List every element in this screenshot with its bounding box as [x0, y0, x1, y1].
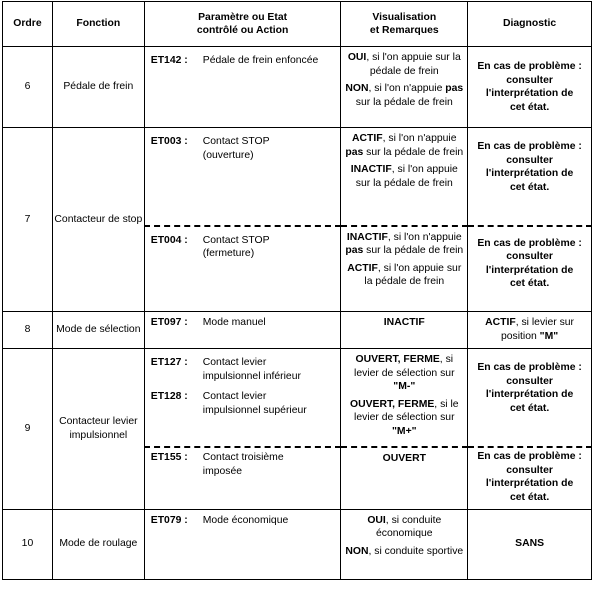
diagnostic-line: En cas de problème :: [477, 141, 582, 152]
visualisation-item: [344, 132, 464, 159]
state-value: INACTIF: [350, 164, 392, 175]
parameter-entry: [145, 47, 341, 72]
header-visu-line1: Visualisation: [372, 11, 437, 23]
visualisation-item: [344, 545, 464, 559]
visualisation-item: [344, 82, 464, 109]
diagnostic-text: [468, 312, 591, 347]
diagnostic-line: l'interprétation de: [485, 478, 574, 489]
state-emphasis: "M+": [392, 425, 417, 437]
table-row: [3, 509, 592, 579]
state-remark: , si l'on n'appuie: [387, 231, 462, 243]
state-remark: , si conduite sportive: [368, 545, 464, 557]
visualisation-item: [344, 262, 464, 289]
diagnostic-line: l'interprétation de: [485, 168, 574, 179]
diagnostic-line: En cas de problème :: [477, 61, 582, 72]
fonction-cell: Mode de roulage: [52, 509, 144, 579]
parameter-entry: [145, 312, 341, 334]
parameter-code: ET097 :: [150, 317, 188, 328]
diagnostic-cell: [468, 226, 592, 312]
visualisation-item: [344, 231, 464, 258]
parameter-label: [203, 451, 339, 478]
diagnostic-cell: [468, 447, 592, 509]
ordre-cell: 6: [3, 47, 53, 128]
state-value: ACTIF: [352, 133, 383, 144]
parameter-label: Pédale de frein enfoncée: [202, 55, 319, 66]
diagnostic-table: [2, 1, 592, 580]
visualisation-block: [341, 47, 467, 117]
parameter-label: [203, 135, 339, 162]
parameter-label: Mode manuel: [202, 317, 266, 328]
parametre-cell: [144, 509, 341, 579]
parameter-label-line: imposée: [202, 465, 243, 477]
diagnostic-line: l'interprétation de: [485, 389, 574, 400]
fonction-cell: Contacteur de stop: [52, 128, 144, 312]
header-visu-line2: et Remarques: [369, 25, 439, 36]
parameter-code: ET155 :: [150, 452, 188, 463]
header-ordre: Ordre: [3, 2, 53, 47]
fonction-cell: Pédale de frein: [52, 47, 144, 128]
ordre-cell: 8: [3, 312, 53, 349]
table-row: [3, 349, 592, 448]
diagnostic-line: cet état.: [509, 491, 550, 503]
visualisation-cell: [341, 349, 468, 448]
header-diagnostic: Diagnostic: [468, 2, 592, 47]
visualisation-block: [341, 448, 467, 470]
parameter-code: ET079 :: [150, 514, 188, 526]
state-remark: sur la pédale de frein: [355, 96, 453, 108]
state-value: NON: [345, 83, 369, 94]
state-value: NON: [345, 545, 369, 557]
visualisation-cell: [341, 312, 468, 349]
diagnostic-cell: [468, 47, 592, 128]
parameter-code: ET128 :: [150, 391, 188, 402]
diagnostic-line: l'interprétation de: [485, 88, 574, 99]
parametre-cell: [144, 312, 341, 349]
diagnostic-line: consulter: [506, 375, 553, 387]
visualisation-item: [344, 398, 464, 439]
header-parametre: [144, 2, 341, 47]
parameter-entry: [145, 128, 341, 166]
parameter-label-line: Contact STOP: [202, 136, 270, 147]
visualisation-cell: [341, 447, 468, 509]
parameter-label: [203, 356, 339, 383]
parameter-label-line: Contact troisième: [202, 452, 284, 463]
header-visualisation: [341, 2, 468, 47]
header-row: [3, 2, 592, 47]
table-row: [3, 128, 592, 226]
parameter-entry: [145, 387, 341, 421]
table-row: [3, 312, 592, 349]
parameter-entry: [145, 227, 341, 265]
diagnostic-cell: [468, 509, 592, 579]
state-emphasis: "M-": [393, 381, 416, 392]
diagnostic-text: [468, 47, 591, 114]
visualisation-block: [341, 510, 467, 567]
parameter-label-line: Contact levier: [202, 357, 267, 368]
parameter-label-line: Contact STOP: [202, 234, 270, 246]
ordre-cell: 7: [3, 128, 53, 312]
state-value: OUI: [347, 52, 367, 63]
visualisation-cell: [341, 47, 468, 128]
header-fonction: Fonction: [52, 2, 144, 47]
state-value: OUI: [367, 514, 386, 526]
visualisation-cell: [341, 226, 468, 312]
state-remark: , si levier sur position: [500, 317, 575, 342]
state-remark: , si levier de sélection sur: [354, 354, 455, 379]
visualisation-block: [341, 312, 467, 334]
state-value: INACTIF: [383, 317, 425, 328]
diagnostic-line: cet état.: [509, 278, 550, 289]
state-remark: , si l'on n'appuie: [382, 133, 457, 144]
parameter-label-line: (ouverture): [202, 149, 254, 161]
visualisation-item: [344, 163, 464, 190]
diagnostic-text: [468, 349, 591, 415]
diagnostic-line: consulter: [506, 74, 553, 86]
state-value: OUVERT, FERME: [355, 354, 440, 365]
parametre-cell: [144, 128, 341, 226]
header-parametre-line2: contrôlé ou Action: [196, 25, 289, 36]
state-emphasis: pas: [445, 83, 464, 94]
diagnostic-text: [468, 227, 591, 291]
visualisation-cell: [341, 509, 468, 579]
state-remark: , si l'on appuie sur la pédale de frein: [355, 164, 458, 189]
parametre-cell: [144, 349, 341, 448]
state-remark: , si l'on appuie sur la pédale de frein: [364, 262, 462, 287]
parameter-code: ET003 :: [150, 136, 188, 147]
diagnostic-line: l'interprétation de: [485, 264, 574, 276]
parameter-label: Mode économique: [202, 514, 289, 526]
visualisation-block: [341, 349, 467, 446]
visualisation-block: [341, 128, 467, 198]
state-remark: sur la pédale de frein: [363, 245, 464, 256]
state-emphasis: pas: [345, 146, 364, 158]
parameter-label-line: (fermeture): [202, 248, 255, 259]
diagnostic-line: En cas de problème :: [477, 451, 582, 462]
visualisation-block: [341, 227, 467, 297]
fonction-cell: Mode de sélection: [52, 312, 144, 349]
visualisation-item: [344, 51, 464, 78]
parameter-entry: [145, 448, 341, 482]
parameter-label-line: Contact levier: [202, 391, 267, 402]
parametre-cell: [144, 226, 341, 312]
parametre-cell: [144, 447, 341, 509]
parameter-entry: [145, 349, 341, 387]
diagnostic-line: consulter: [506, 464, 553, 476]
state-value: OUVERT, FERME: [350, 398, 435, 410]
state-remark: , si l'on n'appuie: [368, 83, 446, 94]
state-emphasis: pas: [345, 245, 364, 256]
diagnostic-cell: [468, 349, 592, 448]
parameter-code: ET142 :: [150, 55, 188, 66]
visualisation-item: [344, 353, 464, 394]
diagnostic-text: [468, 448, 591, 504]
diagnostic-line: consulter: [506, 154, 553, 166]
visualisation-item: [344, 514, 464, 541]
parameter-label-line: impulsionnel inférieur: [202, 370, 301, 382]
table-row: [3, 47, 592, 128]
parameter-label: [203, 390, 339, 417]
parameter-label: [203, 234, 339, 261]
state-emphasis: "M": [539, 330, 559, 342]
header-parametre-line1: Paramètre ou Etat: [198, 11, 288, 23]
parameter-label-line: impulsionnel supérieur: [202, 404, 307, 416]
diagnostic-text: [468, 128, 591, 194]
diagnostic-cell: [468, 128, 592, 226]
state-value: OUVERT: [382, 453, 426, 464]
diagnostic-line: En cas de problème :: [477, 362, 582, 373]
parameter-code: ET127 :: [150, 357, 188, 368]
diagnostic-line: cet état.: [509, 181, 550, 193]
ordre-cell: 10: [3, 509, 53, 579]
state-remark: , si le levier de sélection sur: [354, 398, 459, 423]
diagnostic-line: consulter: [506, 251, 553, 262]
state-value: INACTIF: [346, 231, 388, 243]
state-remark: sur la pédale de frein: [363, 146, 464, 158]
diagnostic-line: cet état.: [509, 101, 550, 113]
state-value: ACTIF: [485, 317, 516, 328]
diagnostic-text: SANS: [515, 538, 545, 550]
parameter-entry: [145, 510, 341, 532]
visualisation-cell: [341, 128, 468, 226]
state-value: ACTIF: [347, 262, 378, 274]
diagnostic-line: En cas de problème :: [477, 237, 582, 249]
diagnostic-line: cet état.: [509, 402, 550, 414]
ordre-cell: 9: [3, 349, 53, 510]
state-remark: , si conduite économique: [375, 514, 442, 539]
state-remark: , si l'on appuie sur la pédale de frein: [366, 52, 461, 77]
diagnostic-cell: [468, 312, 592, 349]
parametre-cell: [144, 47, 341, 128]
parameter-code: ET004 :: [150, 234, 188, 246]
fonction-cell: Contacteur levier impulsionnel: [52, 349, 144, 510]
